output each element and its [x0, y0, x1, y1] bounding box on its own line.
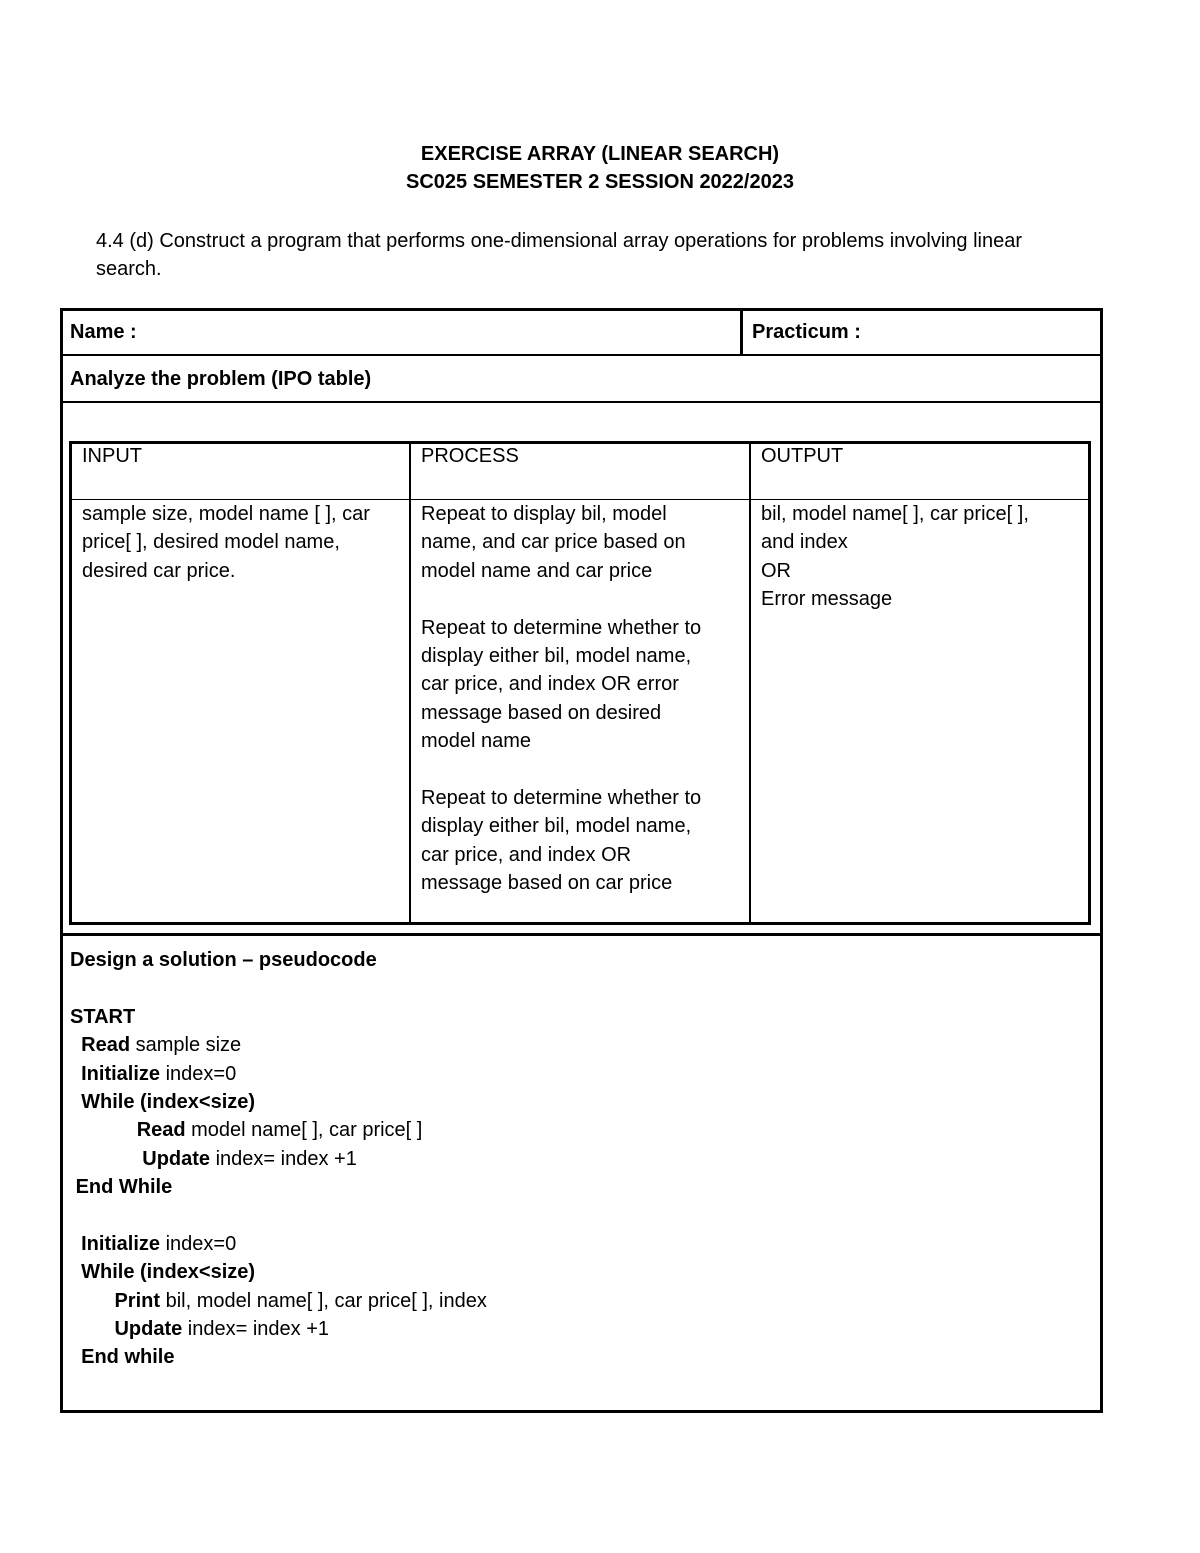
- ipo-output-line: OR: [761, 559, 791, 582]
- ipo-input-line: sample size, model name [ ], car: [82, 503, 370, 525]
- row-divider: [60, 354, 1103, 356]
- pseudocode-section: [70, 946, 1070, 1372]
- analyze-heading: Analyze the problem (IPO table): [70, 368, 372, 390]
- pseudocode-line: Read sample size: [81, 1034, 242, 1057]
- pseudocode-line: While (index<size): [81, 1261, 256, 1284]
- ipo-process-line: car price, and index OR: [421, 843, 632, 866]
- pseudocode-line: Update index= index +1: [114, 1318, 330, 1341]
- ipo-process-line: display either bil, model name,: [421, 815, 692, 838]
- pseudocode-line: Initialize index=0: [81, 1232, 237, 1255]
- document-title: EXERCISE ARRAY (LINEAR SEARCH): [420, 143, 780, 165]
- pseudocode-line: [70, 1202, 1070, 1230]
- ipo-process-line: name, and car price based on: [421, 531, 686, 554]
- pseudocode-line: End While: [75, 1176, 173, 1199]
- pseudocode-line: Print bil, model name[ ], car price[ ], index: [114, 1289, 487, 1312]
- pseudocode-line: START: [70, 1005, 136, 1028]
- ipo-process-line: model name: [421, 730, 532, 753]
- ipo-input-column: [82, 500, 370, 585]
- ipo-process-line: car price, and index OR error: [421, 673, 679, 696]
- row-divider: [60, 933, 1103, 936]
- ipo-output-column: [761, 500, 1029, 614]
- ipo-process-line: message based on car price: [421, 872, 673, 895]
- ipo-input-line: desired car price.: [82, 559, 236, 582]
- practicum-label: Practicum :: [752, 321, 861, 343]
- ipo-process-line: display either bil, model name,: [421, 644, 692, 667]
- name-practicum-divider: [740, 308, 743, 355]
- ipo-process-line: Repeat to determine whether to: [421, 786, 702, 809]
- name-label: Name :: [70, 321, 137, 343]
- pseudocode-line: Update index= index +1: [142, 1147, 357, 1170]
- ipo-process-column: [421, 500, 701, 897]
- ipo-process-line: message based on desired: [421, 701, 662, 724]
- ipo-input-line: price[ ], desired model name,: [82, 531, 340, 554]
- pseudocode-line: Initialize index=0: [81, 1062, 237, 1085]
- learning-objective: 4.4 (d) Construct a program that performs one-dimensional array operations for problems involving linear search.: [96, 230, 1022, 280]
- pseudocode-line: [70, 974, 1070, 1002]
- pseudocode-line: Read model name[ ], car price[ ]: [136, 1119, 423, 1142]
- ipo-process-line: model name and car price: [421, 559, 653, 582]
- ipo-process-line: [421, 756, 701, 784]
- ipo-output-line: Error message: [761, 588, 893, 611]
- ipo-output-line: and index: [761, 531, 848, 554]
- row-divider: [60, 401, 1103, 403]
- ipo-output-line: bil, model name[ ], car price[ ],: [761, 503, 1029, 525]
- ipo-process-line: [421, 585, 701, 613]
- ipo-process-line: Repeat to determine whether to: [421, 616, 702, 639]
- ipo-header-process: PROCESS: [421, 445, 519, 467]
- ipo-process-line: Repeat to display bil, model: [421, 503, 667, 525]
- ipo-header-input: INPUT: [82, 445, 142, 467]
- pseudocode-line: While (index<size): [81, 1090, 256, 1113]
- document-subtitle: SC025 SEMESTER 2 SESSION 2022/2023: [406, 171, 794, 193]
- design-heading: Design a solution – pseudocode: [70, 949, 377, 971]
- ipo-column-divider: [749, 441, 751, 925]
- ipo-header-output: OUTPUT: [761, 445, 844, 467]
- pseudocode-line: End while: [81, 1346, 175, 1369]
- ipo-column-divider: [409, 441, 411, 925]
